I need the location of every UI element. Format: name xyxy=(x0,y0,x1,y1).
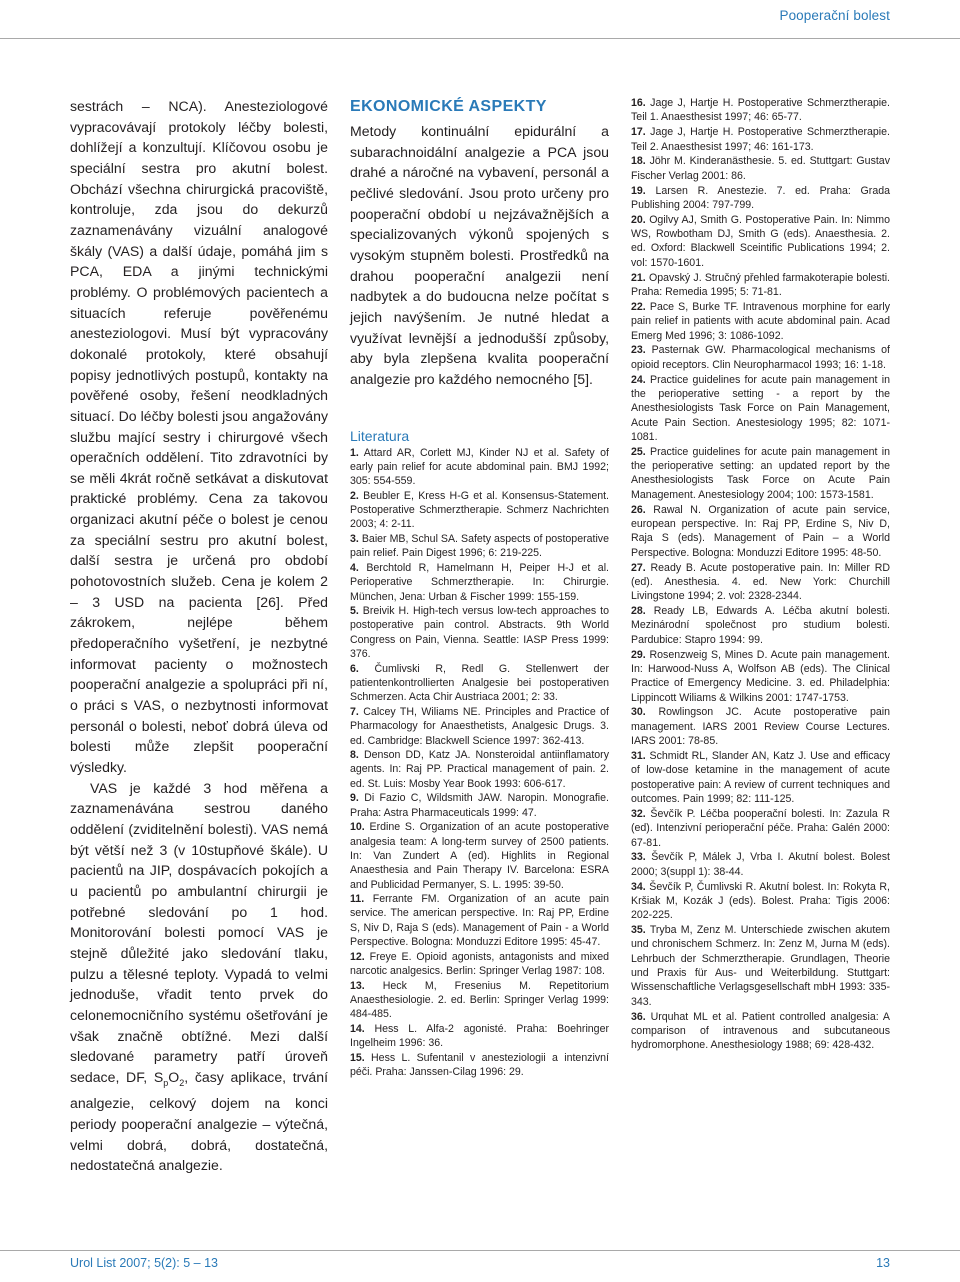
reference-item xyxy=(631,184,890,213)
reference-item xyxy=(631,749,890,806)
footer-rule xyxy=(0,1250,960,1251)
reference-text: Breivik H. High-tech versus low-tech approaches to postoperative pain control. Abstracts. 9th World Congress on Pain, Vienna. Seattle: IASP Press 1999: 376. xyxy=(350,605,609,661)
reference-number: 36. xyxy=(631,1010,646,1023)
reference-item xyxy=(631,271,890,300)
reference-item xyxy=(631,503,890,560)
reference-number: 24. xyxy=(631,373,646,386)
reference-list-1 xyxy=(350,446,609,1080)
reference-item xyxy=(350,604,609,661)
reference-number: 13. xyxy=(350,979,365,992)
reference-number: 23. xyxy=(631,344,646,357)
reference-item xyxy=(631,125,890,154)
reference-item xyxy=(631,604,890,647)
reference-text: Ready LB, Edwards A. Léčba akutní bolesti. Mezinárodní společnost pro studium bolesti. Pardubice: Stapro 1994: 99. xyxy=(631,605,890,646)
reference-text: Calcey TH, Wiliams NE. Principles and Practice of Pharmacology for Anaesthetists, Analgesic Drugs. 3. ed. Cambridge: Blackwell Science 1997: 362-413. xyxy=(350,705,609,747)
body-paragraph-1: sestrách – NCA). Anesteziologové vypracovávají protokoly léčby bolesti, dohlížejí a konzultují. Klíčovou osobu je speciální sestra pro akutní bolest. Obchází všechna chirurgická pracoviště, kontroluje, zda jsou do dekurzů zaznamenávány vizuální analogové škály (VAS) a další údaje, pomáhá jim s PCA, EDA a jinými technickými problémy. O problémových pacientech a situacích referuje pověřenému anesteziologovi. Musí být vypracovány dokonalé protokoly, které obsahují popisy jednotlivých postupů, kontakty na pověřené osoby, řešení neodkladných situací. Do léčby bolesti jsou angažovány službu mající sestry i chirurgové všech operačních oddělení. Tito zdravotníci by se měli 4krát ročně setkávat a diskutovat praktické problémy. Cena za takovou organizaci akutní péče o bolest je cenou za speciální sestru pro akutní bolest, další sestra je určená pro období pohotovostních služeb. Cena je kolem 2 – 3 USD na pacienta [26]. Před zákrokem, nejlépe během předoperačního vyšetření, je nezbytné informovat pacienty o možnostech pooperační analgezie a spolupráci při ní, o práci s VAS, o nezbytnosti informovat personál o bolesti, neboť dobrá úleva od bolesti může zlepšit pooperační výsledky. xyxy=(70,98,328,775)
reference-number: 5. xyxy=(350,605,359,618)
reference-text: Baier MB, Schul SA. Safety aspects of postoperative pain relief. Pain Digest 1996; 6: 219-225. xyxy=(350,532,609,560)
reference-text: Practice guidelines for acute pain management in the perioperative setting: an updated report by the Anesthesiologists Task Force on Acute Pain Management. Anestesiology 2004; 100: 1573-1581. xyxy=(631,445,890,501)
reference-text: Tryba M, Zenz M. Unterschiede zwischen akutem und chronischem Schmerz. In: Zenz M, Jurna M (eds). Lehrbuch der Schmerztherapie. Grundlagen, Theorie und Praxis für Aus- und Weiterbildung. Stuttgart: Wissenschaftliche Verlagsgesellschaft mbH 1993: 335-343. xyxy=(631,924,890,1008)
reference-item xyxy=(631,880,890,923)
reference-text: Ševčík P, Málek J, Vrba I. Akutní bolest. Bolest 2000; 3(suppl 1): 38-44. xyxy=(631,851,890,878)
reference-number: 3. xyxy=(350,532,359,545)
reference-item xyxy=(350,662,609,705)
reference-text: Di Fazio C, Wildsmith JAW. Naropin. Monografie. Praha: Astra Pharmaceuticals 1999: 47. xyxy=(350,792,609,819)
reference-text: Rowlingson JC. Acute postoperative pain management. IARS 2001 Review Course Lectures. IARS 2001: 78-85. xyxy=(631,706,890,748)
reference-text: Čumlivski R, Redl G. Stellenwert der patientenkontrollierten Analgesie bei postoperativen Schmerzen. Acta Chir Austriaca 2001; 2: 33. xyxy=(350,662,609,704)
reference-text: Hess L. Sufentanil v anesteziologii a intenzivní péči. Praha: Janssen-Cilag 1996: 29. xyxy=(350,1051,609,1078)
header-rule xyxy=(0,38,960,39)
reference-text: Practice guidelines for acute pain management in the perioperative setting - a report by the Anesthesiologists Task Force on Pain Management, Acute Pain Section. Anestesiology 1995; 82: 1071-1081. xyxy=(631,373,890,443)
body-column-1 xyxy=(70,96,328,1176)
reference-item xyxy=(350,446,609,489)
reference-item xyxy=(350,820,609,892)
reference-number: 29. xyxy=(631,648,646,661)
reference-number: 11. xyxy=(350,893,365,906)
reference-item xyxy=(631,445,890,502)
reference-text: Larsen R. Anestezie. 7. ed. Praha: Grada Publishing 2004: 797-799. xyxy=(631,184,890,211)
reference-text: Erdine S. Organization of an acute postoperative analgesia team: A long-term survey of 2500 patients. In: Van Zundert A (ed). Highlits in Regional Anaesthesia and Pain Therapy IV. Barcelona: ESRA and Publicidad Permanyer, S. L. 1995: 39-50. xyxy=(350,821,609,891)
reference-item xyxy=(631,648,890,705)
reference-number: 32. xyxy=(631,807,646,820)
reference-item xyxy=(631,343,890,372)
reference-number: 22. xyxy=(631,300,646,313)
reference-item xyxy=(350,748,609,791)
reference-number: 19. xyxy=(631,184,646,197)
reference-number: 10. xyxy=(350,821,365,834)
reference-number: 12. xyxy=(350,950,365,963)
reference-number: 18. xyxy=(631,155,646,168)
reference-item xyxy=(350,489,609,532)
reference-text: Berchtold R, Hamelmann H, Peiper H-J et al. Perioperative Schmerztherapie. In: Chirurgie. München, Jena: Urban & Fischer 1999: 155-159. xyxy=(350,561,609,603)
reference-item xyxy=(631,850,890,879)
reference-text: Heck M, Fresenius M. Repetitorium Anaesthesiologie. 2. ed. Berlin: Springer Verlag 1999: 484-485. xyxy=(350,979,610,1021)
reference-text: Beubler E, Kress H-G et al. Konsensus-Statement. Postoperative Schmerztherapie. Schmerz Nachrichten 2003; 4: 2-11. xyxy=(350,489,609,531)
reference-item xyxy=(631,705,890,748)
reference-text: Ševčík P, Čumlivski R. Akutní bolest. In: Rokyta R, Kršiak M, Kozák J (eds). Bolest. Praha: Tigis 2006: 202-225. xyxy=(631,880,890,922)
reference-text: Jöhr M. Kinderanästhesie. 5. ed. Stuttgart: Gustav Fischer Verlag 2001: 86. xyxy=(631,155,890,182)
reference-number: 20. xyxy=(631,213,646,226)
reference-item xyxy=(350,532,609,561)
body-paragraph-2: VAS je každé 3 hod měřena a zaznamenávána sestrou daného oddělení (zviditelnění bolesti). VAS nemá být větší než 3 (v 10stupňové škále). U pacientů na JIP, dospávacích pokojích a u pacientů po ambulantní chirurgii je potřebné sledování po 1 hod. Monitorování bolesti pomocí VAS je stejně důležité jako sledování tlaku, pulzu a tělesné teploty. Vypadá to velmi jednoduše, vřadit tento prvek do celonemocničního systému ošetřování je však značně obtížné. Mezi další sledované parametry patří úroveň sedace, DF, $S_pO_2$, časy aplikace, trvání analgezie, celkový dojem na konci periody pooperační analgezie – výtečná, velmi dobrá, dobrá, dostatečná, nedostatečná analgezie. xyxy=(70,779,328,1174)
reference-item xyxy=(631,807,890,850)
reference-number: 30. xyxy=(631,706,646,719)
reference-number: 1. xyxy=(350,446,359,459)
reference-number: 31. xyxy=(631,749,646,762)
journal-citation: Urol List 2007; 5(2): 5 – 13 xyxy=(70,1256,218,1270)
reference-number: 35. xyxy=(631,924,646,937)
reference-item xyxy=(631,300,890,343)
reference-item xyxy=(350,791,609,820)
reference-text: Attard AR, Corlett MJ, Kinder NJ et al. Safety of early pain relief for acute abdominal pain. BMJ 1992; 305: 554-559. xyxy=(350,446,610,488)
section-title-economic: EKONOMICKÉ ASPEKTY xyxy=(350,98,547,115)
reference-item xyxy=(350,950,609,979)
reference-number: 27. xyxy=(631,561,646,574)
reference-number: 25. xyxy=(631,445,646,458)
page-number: 13 xyxy=(876,1256,890,1270)
economic-paragraph: Metody kontinuální epidurální a subarachnoidální analgezie a PCA jsou drahé a náročné na vybavení, personál a pečlivé sledování. Jsou proto určeny pro pooperační období u nejzávažnějších a specializovaných výkonů spojených s vysokým stupněm bolesti. Prostředků na drahou pooperační analgezii není nadbytek a do budoucna nelze počítat s jejich navýšením. Je nutné hledat a využívat levnější a jednodušší způsoby, aby byla zlepšena kvalita pooperační analgezie pro každého nemocného [5]. xyxy=(350,123,609,387)
reference-text: Denson DD, Katz JA. Nonsteroidal antiinflamatory agents. In: Raj PP. Practical management of pain. 2. ed. St. Luis: Mosby Year Book 1993: 606-617. xyxy=(350,749,609,790)
reference-text: Schmidt RL, Slander AN, Katz J. Use and efficacy of low-dose ketamine in the management of acute postoperative pain: A review of current techniques and outcomes. Pain 1999; 82: 111-125. xyxy=(631,749,890,805)
reference-item xyxy=(631,923,890,1009)
reference-text: Ogilvy AJ, Smith G. Postoperative Pain. In: Nimmo WS, Rowbotham DJ, Smith G (eds). Anaesthesia. 2. ed. Oxford: Blackwell Sceintific Publications 1994; 2. vol: 1570-1601. xyxy=(631,213,890,269)
reference-item xyxy=(631,154,890,183)
reference-number: 9. xyxy=(350,792,359,805)
reference-item xyxy=(350,561,609,604)
body-column-3 xyxy=(631,96,890,1053)
reference-number: 17. xyxy=(631,126,646,139)
reference-number: 33. xyxy=(631,851,646,864)
reference-number: 4. xyxy=(350,561,359,574)
reference-number: 16. xyxy=(631,97,646,109)
reference-text: Ševčík P. Léčba pooperační bolesti. In: Zazula R (ed). Intenzivní perioperační péče. Praha: Galén 2000: 67-81. xyxy=(631,807,891,849)
reference-number: 8. xyxy=(350,749,359,762)
reference-text: Ferrante FM. Organization of an acute pain service. The american perspective. In: Raj PP, Erdine S, Niv D, Raja S (eds). Management of Pain - a World Perspective. Bologna: Monduzzi Editore 1995: 45-47. xyxy=(350,893,609,949)
reference-text: Rosenzweig S, Mines D. Acute pain management. In: Harwood-Nuss A, Wolfson AB (eds). The Clinical Practice of Emergency Medicine. 3. ed. Philadelphia: Lippincott Wiliams & Wilkins 2001: 1747-1753. xyxy=(631,648,890,704)
reference-number: 34. xyxy=(631,880,646,893)
reference-item xyxy=(350,1022,609,1051)
literature-heading: Literatura xyxy=(350,427,410,444)
reference-text: Rawal N. Organization of acute pain service, european perspective. In: Raj PP, Erdine S, Niv D, Raja S (eds). Management of Pain – a World Perspective. Bologna: Monduzzi Editore 1995: 48-50. xyxy=(631,503,890,559)
reference-number: 21. xyxy=(631,271,646,284)
reference-number: 15. xyxy=(350,1051,365,1064)
body-column-2 xyxy=(350,96,609,1079)
running-title: Pooperační bolest xyxy=(779,8,890,23)
reference-item xyxy=(350,979,609,1022)
reference-item xyxy=(631,561,890,604)
reference-number: 6. xyxy=(350,662,359,675)
reference-text: Pace S, Burke TF. Intravenous morphine for early pain relief in patients with acute abdominal pain. Acad Emerg Med 1996; 3: 1086-1092. xyxy=(631,300,890,342)
reference-text: Opavský J. Stručný přehled farmakoterapie bolesti. Praha: Remedia 1995; 5: 71-81. xyxy=(631,271,890,298)
reference-text: Urquhat ML et al. Patient controlled analgesia: A comparison of intravenous and subcutaneous hydromorphone. Anesthesiology 1988; 69: 428-432. xyxy=(631,1010,890,1052)
reference-item xyxy=(631,373,890,445)
reference-item xyxy=(350,705,609,748)
reference-number: 28. xyxy=(631,605,646,618)
reference-text: Jage J, Hartje H. Postoperative Schmerztherapie. Teil 1. Anaesthesist 1997; 46: 65-77. xyxy=(631,97,890,124)
reference-number: 2. xyxy=(350,489,359,502)
reference-item xyxy=(631,1010,890,1053)
reference-text: Jage J, Hartje H. Postoperative Schmerztherapie. Teil 2. Anaesthesist 1997; 46: 161-173. xyxy=(631,126,890,153)
reference-number: 26. xyxy=(631,503,646,516)
reference-item xyxy=(350,1051,609,1080)
reference-text: Freye E. Opioid agonists, antagonists and mixed narcotic analgesics. Berlin: Springer Verlag 1987: 108. xyxy=(350,950,610,977)
reference-item xyxy=(350,892,609,949)
reference-number: 14. xyxy=(350,1022,365,1035)
reference-list-2 xyxy=(631,96,890,1053)
reference-number: 7. xyxy=(350,705,359,718)
reference-text: Hess L. Alfa-2 agonisté. Praha: Boehringer Ingelheim 1996: 36. xyxy=(350,1022,609,1050)
reference-text: Ready B. Acute postoperative pain. In: Miller RD (ed). Anesthesia. 4. ed. New York: Churchill Livingstone 1994; 2. vol: 2328-2344. xyxy=(631,561,890,603)
reference-text: Pasternak GW. Pharmacological mechanisms of opioid receptors. Clin Neuropharmacol 1993; 16: 1-18. xyxy=(631,344,890,371)
reference-item xyxy=(631,213,890,270)
reference-item xyxy=(631,96,890,125)
